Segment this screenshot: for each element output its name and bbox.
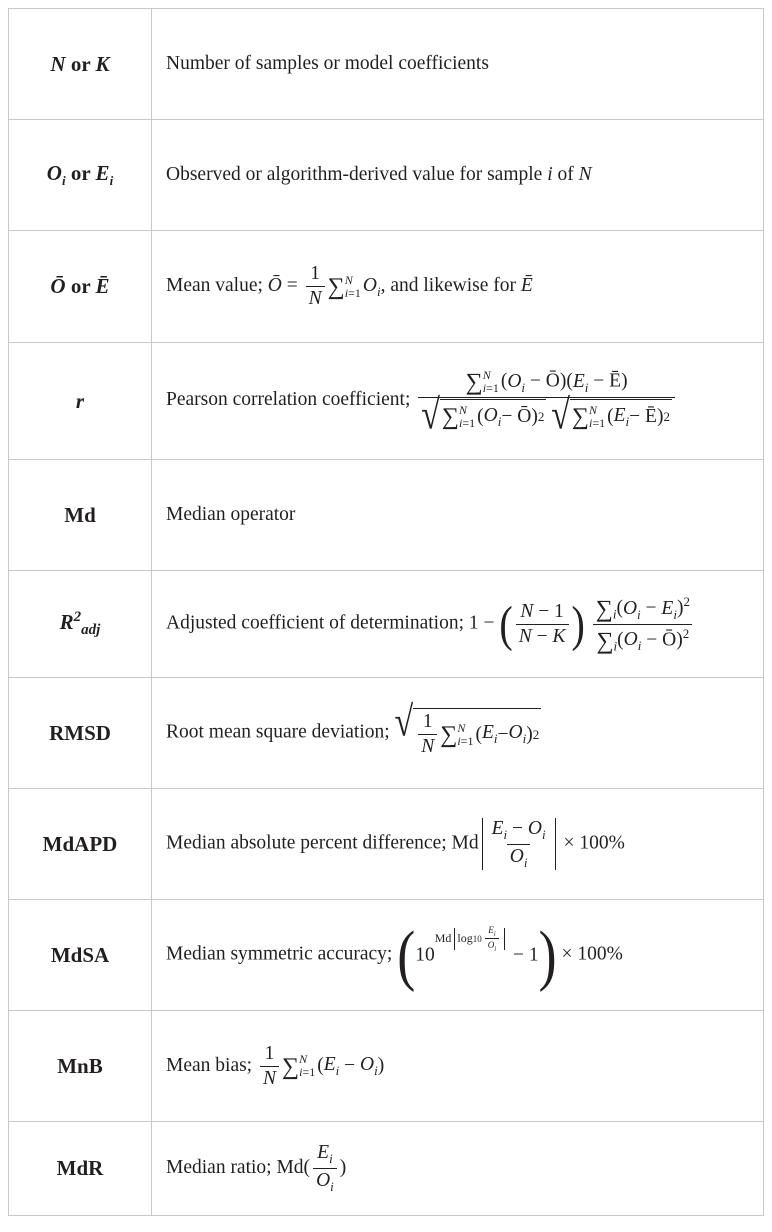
description-cell <box>152 1122 764 1216</box>
description-label: Mean bias; <box>166 1054 253 1076</box>
mdapd-formula: Md $E_i - O_i$ $O_i$ <box>452 818 559 870</box>
description-label: Mean value; <box>166 274 263 296</box>
table-row <box>9 343 764 460</box>
description-label: Median ratio; <box>166 1156 272 1178</box>
table-row <box>9 1011 764 1122</box>
symbol-cell <box>9 120 152 231</box>
mean-formula: Ō = $\frac{1}{N}$ ∑ N i=1 $O_i$, <box>267 263 386 309</box>
symbol-cell <box>9 9 152 120</box>
symbol-mdr: MdR <box>56 1156 104 1180</box>
symbol-cell <box>9 900 152 1011</box>
description-label: Median symmetric accuracy; <box>166 943 393 965</box>
symbol-r: r <box>75 388 85 413</box>
symbol-cell <box>9 343 152 460</box>
symbol-mnb: MnB <box>57 1053 103 1078</box>
symbol-cell <box>9 571 152 678</box>
description-cell <box>152 900 764 1011</box>
description-label: Median absolute percent difference; <box>166 832 447 854</box>
description-cell <box>152 789 764 900</box>
description-label: Pearson correlation coefficient; <box>166 389 411 411</box>
description-label: Adjusted coefficient of determination; <box>166 612 465 634</box>
pearson-formula: ∑ N i=1 ($O_i$ − $Ō)(E_i$ − Ē) √ ∑ N i=1 ( $O_i$ − Ō) 2 √ ∑ N i=1 ( $E_i$ − Ē) 2 <box>418 369 675 432</box>
description-text: Median operator <box>166 504 296 525</box>
symbol-cell <box>9 231 152 343</box>
description-cell <box>152 120 764 231</box>
table-row <box>9 789 764 900</box>
description-tail: and likewise for <box>390 274 516 296</box>
mdsa-formula: ($10^{Md log 10 E_i O_i}$ − 1) <box>397 917 557 993</box>
symbol-mean: Ō or Ē <box>50 274 110 298</box>
table-row <box>9 678 764 789</box>
r2adj-formula: 1 − ( $\frac{N - 1}{N - K}$ ) $\frac{\sum_i(O_i - E_i)^2}{\sum_i(O_i - Ō)^2}$ <box>469 594 696 654</box>
symbol-cell <box>9 1122 152 1216</box>
symbol-e-bar: Ē <box>520 274 533 296</box>
table-row <box>9 900 764 1011</box>
mnb-formula: $\frac{1}{N}$ ∑ N i=1 $(E_i - O_i)$ <box>257 1043 384 1090</box>
description-text: Observed or algorithm-derived value for sample i of N <box>166 164 592 185</box>
table-row <box>9 1122 764 1216</box>
table-row <box>9 9 764 120</box>
table-row <box>9 571 764 678</box>
description-cell <box>152 231 764 343</box>
metrics-definition-table <box>8 8 764 1216</box>
percent-suffix: × 100% <box>561 943 623 965</box>
description-cell <box>152 1011 764 1122</box>
symbol-oi-or-ei: $O_i$ or $E_i$ <box>46 160 114 189</box>
percent-suffix: × 100% <box>563 832 625 854</box>
table-row <box>9 120 764 231</box>
table-row <box>9 460 764 571</box>
table-row <box>9 231 764 343</box>
symbol-rmsd: RMSD <box>49 720 111 745</box>
description-cell <box>152 343 764 460</box>
description-text: Number of samples or model coefficients <box>166 53 489 74</box>
symbol-n-or-k: N or K <box>50 51 110 76</box>
description-cell <box>152 460 764 571</box>
rmsd-formula: √ 1 N ∑ N i=1 ( $E_i$ − $O_i$ ) 2 <box>394 699 540 757</box>
symbol-cell <box>9 1011 152 1122</box>
description-cell <box>152 571 764 678</box>
description-label: Root mean square deviation; <box>166 721 390 743</box>
symbol-mdapd: MdAPD <box>42 831 118 856</box>
symbol-cell <box>9 678 152 789</box>
symbol-mdsa: MdSA <box>50 942 110 967</box>
description-cell <box>152 9 764 120</box>
symbol-md: Md <box>64 502 96 527</box>
mdr-formula: Md( $\frac{E_i}{O_i}$ ) <box>276 1142 347 1194</box>
description-cell <box>152 678 764 789</box>
symbol-cell <box>9 460 152 571</box>
symbol-cell <box>9 789 152 900</box>
symbol-r2-adj: $R^2_{adj}$ <box>59 608 101 639</box>
